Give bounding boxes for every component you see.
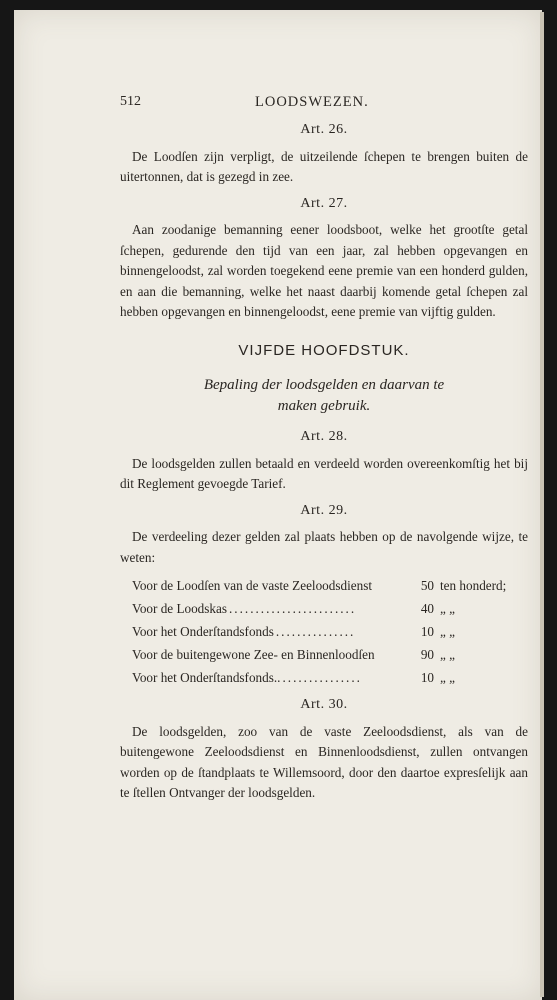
distribution-row [132,668,528,691]
article-text-26: De Loodſen zijn verpligt, de uitzeilende ſchepen te brengen buiten de uitertonnen, dat is gezegd in zee. [120,148,528,184]
page-edge [540,12,544,997]
distribution-leader: ............... [282,670,362,685]
article-text-27: Aan zoodanige bemanning eener loodsboot, welke het grootſte getal ſchepen, gedurende den tijd van een jaar, zal hebben opgevangen en binnengeloodst, zal worden toegekend eene premie van een honderd gulden, en aan die bemanning, welke het naast daarbij komende getal ſchepen zal hebben opgevangen en binnengeloodst, eene premie van vijftig gulden. [120,222,528,319]
article-text-30: De loodsgelden, zoo van de vaste Zeeloodsdienst, als van de buitengewone Zeeloodsdienst en Binnenloodsdienst, zullen ontvangen worden op de ſtandplaats te Willemsoord, door den daartoe expresſelijk aan te ſtellen Ontvanger der loodsgelden. [120,723,528,800]
distribution-leader: ........................ [229,601,357,616]
distribution-table [132,576,528,691]
distribution-rest: ten honderd; [440,578,507,593]
chapter-subtitle-line-1: Bepaling der loodsgelden en daarvan te [203,377,445,393]
distribution-label: Voor de buitengewone Zee- en Binnenloodſen [132,647,375,662]
distribution-amount: 10 [420,670,434,685]
distribution-rest: „ „ [440,670,456,685]
distribution-row [132,622,528,645]
article-heading-30: Art. 30. [300,697,348,712]
distribution-amount: 40 [420,601,434,616]
distribution-leader: ............... [275,624,356,639]
distribution-label: Voor het Onderſtandsfonds.. [132,670,281,685]
distribution-row [132,576,528,599]
page-text [120,92,528,810]
article-heading-28: Art. 28. [300,429,348,444]
distribution-row [132,645,528,668]
distribution-row [132,599,528,622]
distribution-label: Voor de Loodskas [132,601,227,616]
distribution-label: Voor het Onderſtandsfonds [132,624,274,639]
article-heading-26: Art. 26. [300,122,348,137]
article-heading-27: Art. 27. [300,195,348,211]
distribution-rest: „ „ [440,647,456,662]
chapter-subtitle-line-2: maken gebruik. [277,398,371,414]
running-title: LOODSWEZEN. [255,94,369,110]
distribution-rest: „ „ [440,601,456,616]
chapter-title: VIJFDE HOOFDSTUK. [238,341,410,359]
chapter-subtitle [120,375,528,417]
distribution-rest: „ „ [440,624,456,639]
page-number: 512 [120,94,141,109]
distribution-amount: 50 [420,578,434,593]
article-text-28: De loodsgelden zullen betaald en verdeeld worden overeenkomſtig het bij dit Reglement gevoegde Tarief. [120,455,528,491]
article-heading-29: Art. 29. [300,502,348,518]
distribution-amount: 10 [420,624,434,639]
page-header [120,92,528,116]
distribution-label: Voor de Loodſen van de vaste Zeeloodsdienst [132,578,373,593]
distribution-amount: 90 [420,647,434,662]
article-text-29: De verdeeling dezer gelden zal plaats hebben op de navolgende wijze, te weten: [120,529,528,565]
